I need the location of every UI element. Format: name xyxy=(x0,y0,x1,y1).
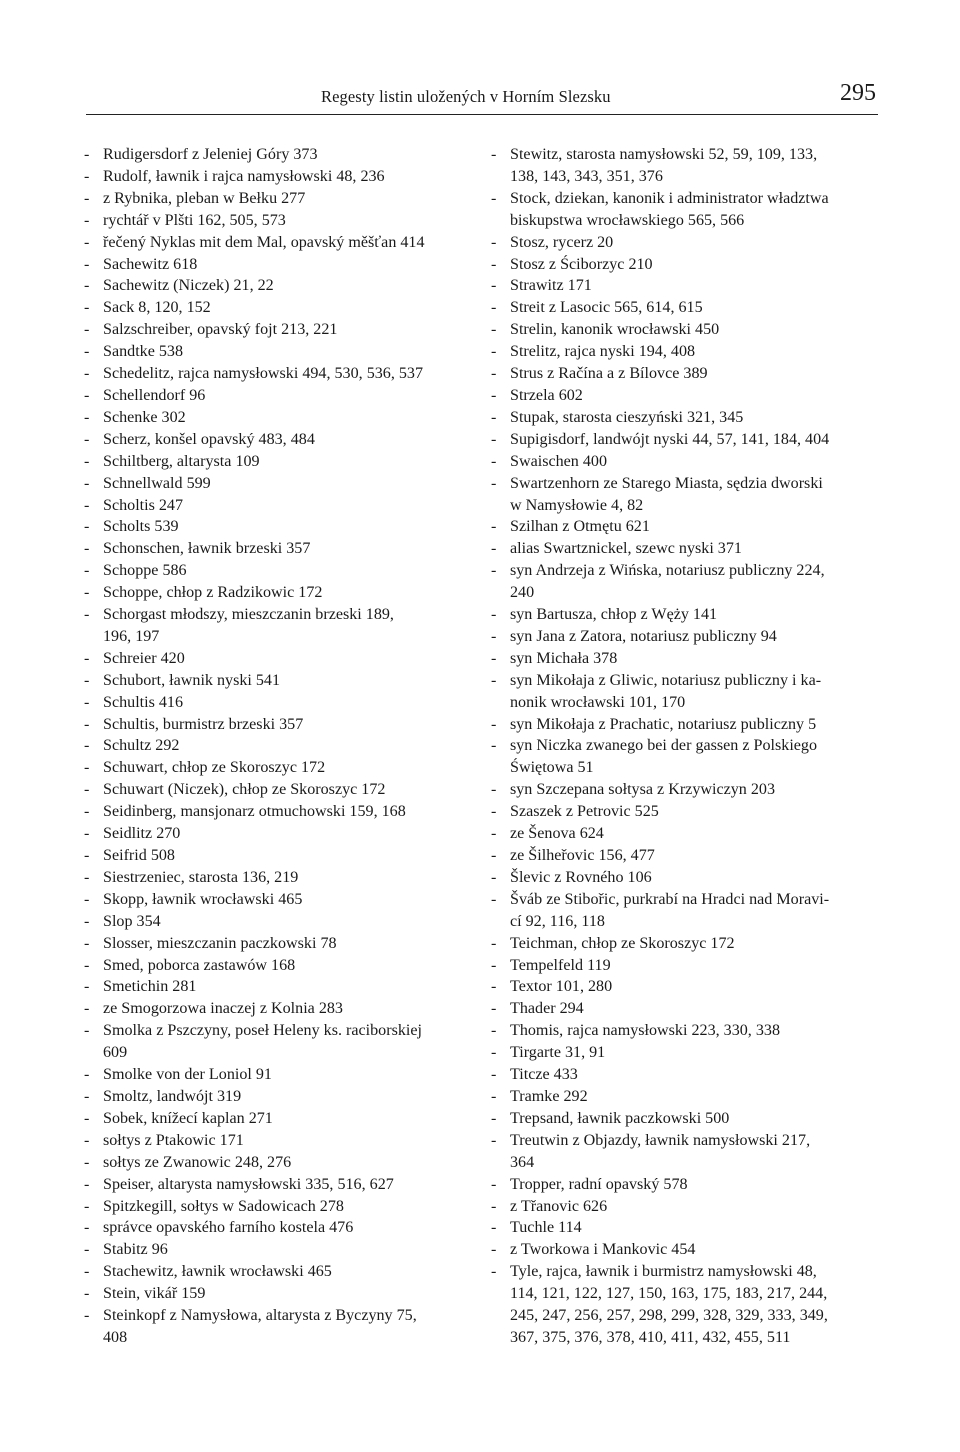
index-entry-line: - Stock, dziekan, kanonik i administrator władztwa xyxy=(510,189,829,207)
index-entry-line: - sołtys ze Zwanowic 248, 276 xyxy=(103,1153,292,1171)
index-entry-line: - Sachewitz (Niczek) 21, 22 xyxy=(103,277,274,295)
index-entry xyxy=(491,1042,883,1064)
index-entry xyxy=(491,188,883,232)
index-entry-line: 408 xyxy=(103,1328,128,1346)
index-entry xyxy=(84,955,474,977)
index-entry-line: - Schonschen, ławnik brzeski 357 xyxy=(103,540,311,558)
index-entry-line: - Stosz z Ściborzyc 210 xyxy=(510,255,653,273)
index-entry xyxy=(84,889,474,911)
index-entry xyxy=(84,560,474,582)
index-entry xyxy=(84,166,474,188)
index-entry-line: 245, 247, 256, 257, 298, 299, 328, 329, 333, 349, xyxy=(510,1307,828,1325)
index-entry xyxy=(84,714,474,736)
index-entry-line: 609 xyxy=(103,1044,128,1062)
index-entry-line: - Schenke 302 xyxy=(103,408,186,426)
index-entry-line: - Thader 294 xyxy=(510,1000,584,1018)
index-entry xyxy=(491,363,883,385)
index-entry-line: - Strus z Račína a z Bílovce 389 xyxy=(510,365,708,383)
index-entry xyxy=(491,1196,883,1218)
index-entry xyxy=(491,889,883,933)
index-entry-line: w Namysłowie 4, 82 xyxy=(510,496,644,514)
index-entry-line: - syn Mikołaja z Gliwic, notariusz publiczny i ka- xyxy=(510,671,822,689)
index-entry-line: - Sack 8, 120, 152 xyxy=(103,299,211,317)
index-entry xyxy=(84,144,474,166)
index-entry-line: - Schoppe 586 xyxy=(103,562,187,580)
index-entry xyxy=(84,1086,474,1108)
index-entry-line: - Stosz, rycerz 20 xyxy=(510,233,614,251)
index-entry-line: 138, 143, 343, 351, 376 xyxy=(510,167,663,185)
index-entry xyxy=(491,933,883,955)
index-entry xyxy=(491,1064,883,1086)
index-entry-line: - Tyle, rajca, ławnik i burmistrz namysłowski 48, xyxy=(510,1263,817,1281)
index-entry-line: - Sandtke 538 xyxy=(103,343,184,361)
page-number: 295 xyxy=(840,80,876,106)
index-entry xyxy=(84,319,474,341)
index-entry-line: - Rudolf, ławnik i rajca namysłowski 48, 236 xyxy=(103,167,385,185)
index-entry-line: - Schultis 416 xyxy=(103,693,184,711)
index-entry-line: - Schubort, ławnik nyski 541 xyxy=(103,671,281,689)
index-entry xyxy=(491,1174,883,1196)
index-entry-line: - Siestrzeniec, starosta 136, 219 xyxy=(103,868,299,886)
index-entry-line: - Szilhan z Otmętu 621 xyxy=(510,518,650,536)
index-entry xyxy=(491,1086,883,1108)
index-entry xyxy=(491,254,883,276)
index-entry-line: - Smoltz, landwójt 319 xyxy=(103,1087,242,1105)
index-entry-line: - Spitzkegill, sołtys w Sadowicach 278 xyxy=(103,1197,344,1215)
index-entry-line: - Szaszek z Petrovic 525 xyxy=(510,803,659,821)
index-entry-line: - Schorgast młodszy, mieszczanin brzeski 189, xyxy=(103,606,394,624)
index-entry-line: - řečený Nyklas mit dem Mal, opavský měšťan 414 xyxy=(103,233,425,251)
index-entry-line: - syn Mikołaja z Prachatic, notariusz publiczny 5 xyxy=(510,715,817,733)
index-entry-line: cí 92, 116, 118 xyxy=(510,912,605,930)
index-entry-line: - Seifrid 508 xyxy=(103,847,175,864)
index-entry-line: - Schnellwald 599 xyxy=(103,474,211,492)
index-entry xyxy=(84,648,474,670)
index-entry xyxy=(84,1152,474,1174)
index-entry xyxy=(491,1108,883,1130)
index-entry-line: - Stupak, starosta cieszyński 321, 345 xyxy=(510,408,744,426)
index-entry xyxy=(491,998,883,1020)
index-entry-line: - sołtys z Ptakowic 171 xyxy=(103,1131,244,1149)
index-entry-line: - Smed, poborca zastawów 168 xyxy=(103,956,296,974)
index-entry-line: - z Tworkowa i Mankovic 454 xyxy=(510,1241,696,1259)
index-entry xyxy=(84,516,474,538)
index-entry-line: - Trepsand, ławnik paczkowski 500 xyxy=(510,1109,730,1127)
index-entry-line: - syn Jana z Zatora, notariusz publiczny 94 xyxy=(510,627,777,645)
index-entry-line: - Swartzenhorn ze Starego Miasta, sędzia dworski xyxy=(510,474,823,492)
index-entry xyxy=(491,779,883,801)
index-entry-line: - Tempelfeld 119 xyxy=(510,956,611,974)
index-entry-line: - Smolka z Pszczyny, poseł Heleny ks. raciborskiej xyxy=(103,1022,422,1040)
index-entry-line: - Smolke von der Loniol 91 xyxy=(103,1066,272,1084)
index-entry xyxy=(84,1305,474,1349)
index-entry xyxy=(84,1239,474,1261)
index-entry-line: - Tuchle 114 xyxy=(510,1219,582,1237)
index-entry-line: - Šváb ze Stibořic, purkrabí na Hradci nad Moravi- xyxy=(510,890,830,908)
index-entry xyxy=(491,1130,883,1174)
running-title: Regesty listin uložených v Horním Slezsku xyxy=(321,87,611,106)
index-entry xyxy=(491,538,883,560)
index-entry xyxy=(84,998,474,1020)
index-entry-line: - Sachewitz 618 xyxy=(103,255,198,273)
index-entry xyxy=(491,604,883,626)
index-entry-line: - Slosser, mieszczanin paczkowski 78 xyxy=(103,934,337,952)
index-entry xyxy=(84,757,474,779)
index-entry-line: - Scholts 539 xyxy=(103,518,179,536)
index-entry xyxy=(84,976,474,998)
index-entry xyxy=(491,735,883,779)
index-entry xyxy=(84,429,474,451)
index-entry xyxy=(84,210,474,232)
index-entry xyxy=(491,1239,883,1261)
index-entry xyxy=(84,823,474,845)
index-entry xyxy=(84,1261,474,1283)
index-entry xyxy=(84,779,474,801)
index-entry xyxy=(84,933,474,955)
index-entry xyxy=(84,670,474,692)
index-entry xyxy=(84,1196,474,1218)
index-entry-line: - syn Szczepana sołtysa z Krzywiczyn 203 xyxy=(510,781,776,799)
index-entry-line: - z Třanovic 626 xyxy=(510,1197,608,1215)
index-entry xyxy=(491,801,883,823)
index-entry-line: 196, 197 xyxy=(103,627,160,645)
index-entry-line: - Skopp, ławnik wrocławski 465 xyxy=(103,890,303,908)
index-entry xyxy=(84,232,474,254)
index-entry xyxy=(84,297,474,319)
index-entry xyxy=(84,582,474,604)
index-entry xyxy=(491,1261,883,1349)
index-entry-line: - Teichman, chłop ze Skoroszyc 172 xyxy=(510,934,735,952)
index-entry-line: - Scholtis 247 xyxy=(103,496,184,514)
index-entry-line: - Tramke 292 xyxy=(510,1087,588,1105)
index-entry xyxy=(84,275,474,297)
index-entry xyxy=(491,1020,883,1042)
index-entry-line: - Steinkopf z Namysłowa, altarysta z Byczyny 75, xyxy=(103,1307,417,1325)
index-entry-line: - Schedelitz, rajca namysłowski 494, 530, 536, 537 xyxy=(103,365,424,383)
index-entry xyxy=(84,1108,474,1130)
index-entry xyxy=(491,823,883,845)
page-header xyxy=(86,80,878,115)
index-entry xyxy=(84,363,474,385)
index-column-right xyxy=(491,144,883,1349)
index-entry-line: - Schultz 292 xyxy=(103,737,180,755)
index-entry-line: - Strzela 602 xyxy=(510,386,583,404)
index-entry-line: - Stein, vikář 159 xyxy=(103,1285,206,1303)
index-entry xyxy=(491,341,883,363)
index-entry xyxy=(84,1130,474,1152)
index-entry xyxy=(84,604,474,648)
index-entry-line: - syn Bartusza, chłop z Węży 141 xyxy=(510,606,718,624)
index-entry-line: - Stewitz, starosta namysłowski 52, 59, 109, 133, xyxy=(510,146,818,163)
index-entry xyxy=(491,407,883,429)
index-entry-line: - rychtář v Plšti 162, 505, 573 xyxy=(103,211,286,229)
index-entry-line: - Stachewitz, ławnik wrocławski 465 xyxy=(103,1263,332,1281)
index-entry-line: - Schiltberg, altarysta 109 xyxy=(103,452,260,470)
index-entry xyxy=(84,867,474,889)
index-entry xyxy=(84,1174,474,1196)
index-entry xyxy=(84,341,474,363)
index-entry-line: - ze Šenova 624 xyxy=(510,825,604,843)
index-entry-line: - Strelitz, rajca nyski 194, 408 xyxy=(510,343,696,361)
index-entry-line: biskupstwa wrocławskiego 565, 566 xyxy=(510,211,745,229)
index-entry xyxy=(491,275,883,297)
index-entry-line: - Strelin, kanonik wrocławski 450 xyxy=(510,321,720,339)
index-entry-line: - Titcze 433 xyxy=(510,1066,578,1084)
index-entry-line: - ze Šilheřovic 156, 477 xyxy=(510,847,655,864)
index-entry-line: - syn Andrzeja z Wińska, notariusz publiczny 224, xyxy=(510,562,825,580)
index-entry-line: - ze Smogorzowa inaczej z Kolnia 283 xyxy=(103,1000,343,1018)
index-entry xyxy=(491,473,883,517)
index-entry xyxy=(84,385,474,407)
index-entry-line: - Schultis, burmistrz brzeski 357 xyxy=(103,715,304,733)
index-entry xyxy=(491,144,883,188)
index-entry xyxy=(491,385,883,407)
index-entry-line: - Streit z Lasocic 565, 614, 615 xyxy=(510,299,703,317)
index-entry-line: - správce opavského farního kostela 476 xyxy=(103,1219,354,1237)
index-entry xyxy=(491,714,883,736)
index-entry-line: - Smetichin 281 xyxy=(103,978,197,996)
index-entry-line: - Seidlitz 270 xyxy=(103,825,181,843)
index-entry xyxy=(491,232,883,254)
index-entry xyxy=(84,1217,474,1239)
index-entry-line: nonik wrocławski 101, 170 xyxy=(510,693,686,711)
index-entry-line: - Schellendorf 96 xyxy=(103,386,206,404)
index-entry-line: - syn Niczka zwanego bei der gassen z Polskiego xyxy=(510,737,818,755)
index-entry-line: - syn Michała 378 xyxy=(510,649,618,667)
index-entry-line: - Supigisdorf, landwójt nyski 44, 57, 141, 184, 404 xyxy=(510,430,830,448)
index-entry xyxy=(491,451,883,473)
index-entry xyxy=(84,407,474,429)
index-entry-line: 364 xyxy=(510,1153,535,1171)
index-entry xyxy=(491,429,883,451)
index-entry-line: 367, 375, 376, 378, 410, 411, 432, 455, 511 xyxy=(510,1328,791,1346)
index-column-left xyxy=(84,144,474,1349)
index-entry-line: - Stabitz 96 xyxy=(103,1241,168,1259)
index-entry-line: - alias Swartznickel, szewc nyski 371 xyxy=(510,540,742,558)
index-entry-line: - Rudigersdorf z Jeleniej Góry 373 xyxy=(103,146,318,163)
index-entry xyxy=(491,955,883,977)
index-entry xyxy=(84,735,474,757)
index-entry xyxy=(491,319,883,341)
index-entry xyxy=(84,911,474,933)
index-entry-line: - Treutwin z Objazdy, ławnik namysłowski 217, xyxy=(510,1131,811,1149)
index-entry xyxy=(84,495,474,517)
index-entry xyxy=(491,297,883,319)
index-entry xyxy=(491,976,883,998)
index-entry xyxy=(84,692,474,714)
index-entry-line: - Tropper, radní opavský 578 xyxy=(510,1175,688,1193)
index-entry xyxy=(491,626,883,648)
index-entry xyxy=(491,867,883,889)
index-entry-line: - Schoppe, chłop z Radzikowic 172 xyxy=(103,584,323,602)
index-entry xyxy=(491,670,883,714)
index-entry-line: - Salzschreiber, opavský fojt 213, 221 xyxy=(103,321,338,339)
index-entry-line: - Speiser, altarysta namysłowski 335, 516, 627 xyxy=(103,1175,394,1193)
index-entry-line: - Thomis, rajca namysłowski 223, 330, 338 xyxy=(510,1022,780,1040)
index-entry xyxy=(84,451,474,473)
index-entry-line: 240 xyxy=(510,584,535,602)
index-entry-line: - Schuwart (Niczek), chłop ze Skoroszyc 172 xyxy=(103,781,386,799)
index-entry xyxy=(491,516,883,538)
index-entry-line: - Scherz, konšel opavský 483, 484 xyxy=(103,430,315,448)
index-entry xyxy=(84,538,474,560)
index-entry xyxy=(84,1283,474,1305)
index-entry-line: - Šlevic z Rovného 106 xyxy=(510,868,652,886)
index-entry-line: - Textor 101, 280 xyxy=(510,978,613,996)
index-entry xyxy=(491,1217,883,1239)
index-entry xyxy=(491,648,883,670)
index-entry-line: - Tirgarte 31, 91 xyxy=(510,1044,606,1062)
index-entry-line: - Sobek, knížecí kaplan 271 xyxy=(103,1109,273,1127)
index-entry-line: - z Rybnika, pleban w Bełku 277 xyxy=(103,189,306,207)
index-entry-line: 114, 121, 122, 127, 150, 163, 175, 183, 217, 244, xyxy=(510,1285,828,1303)
index-entry xyxy=(84,254,474,276)
index-entry xyxy=(84,1020,474,1064)
index-entry xyxy=(84,845,474,867)
index-entry-line: Świętowa 51 xyxy=(510,759,594,777)
index-entry xyxy=(491,845,883,867)
index-entry-line: - Slop 354 xyxy=(103,912,161,930)
index-entry-line: - Strawitz 171 xyxy=(510,277,592,295)
index-entry xyxy=(491,560,883,604)
index-entry-line: - Swaischen 400 xyxy=(510,452,607,470)
index-entry-line: - Schuwart, chłop ze Skoroszyc 172 xyxy=(103,759,326,777)
index-entry xyxy=(84,1064,474,1086)
index-entry-line: - Seidinberg, mansjonarz otmuchowski 159, 168 xyxy=(103,803,406,821)
index-entry-line: - Schreier 420 xyxy=(103,649,185,667)
index-entry xyxy=(84,473,474,495)
index-entry xyxy=(84,801,474,823)
index-entry xyxy=(84,188,474,210)
